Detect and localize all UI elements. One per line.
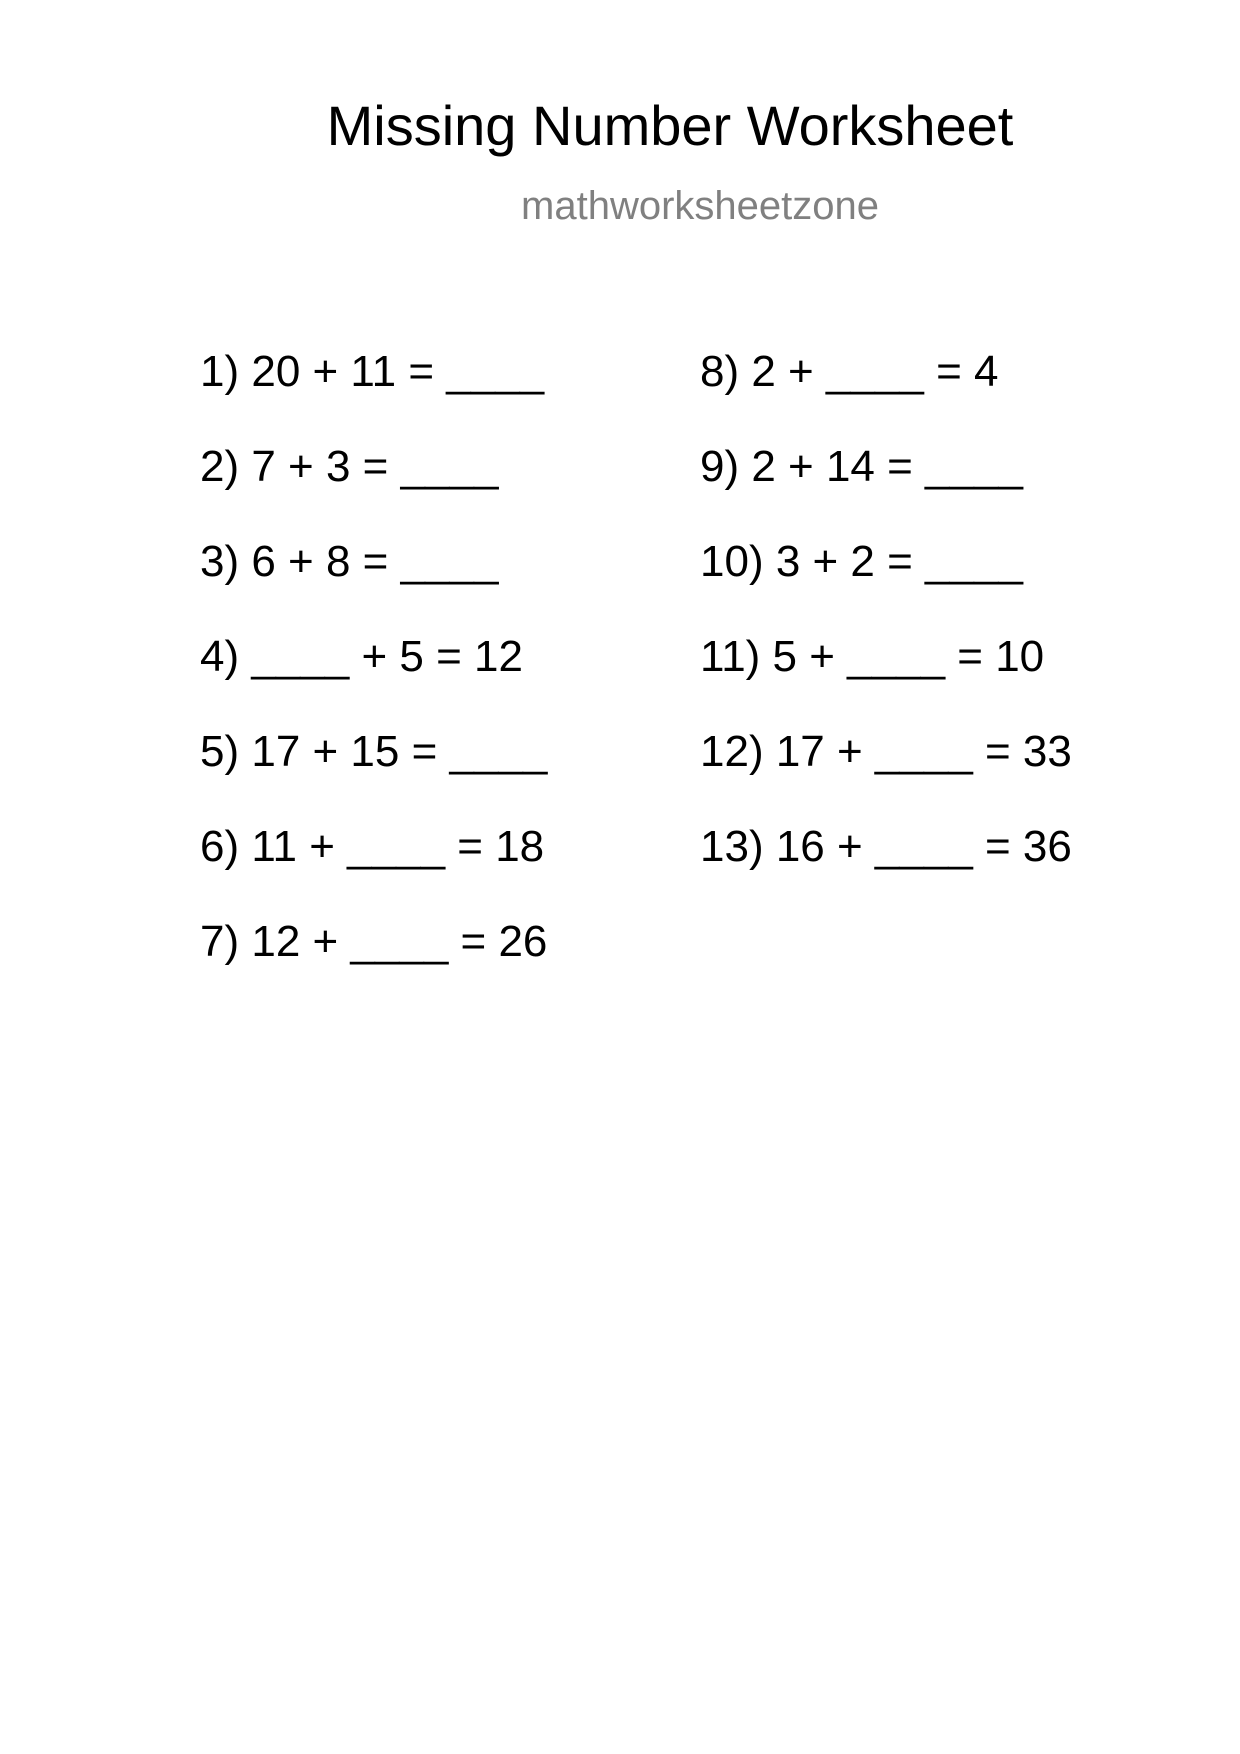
problems-column-left (200, 347, 548, 1015)
worksheet-title: Missing Number Worksheet (326, 94, 1014, 157)
problem-item: 13) 16 + ____ = 36 (700, 822, 1072, 871)
problem-item: 3) 6 + 8 = ____ (200, 537, 499, 586)
problem-item: 1) 20 + 11 = ____ (200, 347, 545, 396)
problem-item: 8) 2 + ____ = 4 (700, 347, 999, 396)
problem-item: 9) 2 + 14 = ____ (700, 442, 1023, 491)
worksheet-subtitle: mathworksheetzone (521, 184, 879, 228)
problem-item: 6) 11 + ____ = 18 (200, 822, 545, 871)
problem-item: 11) 5 + ____ = 10 (700, 632, 1045, 681)
problem-item: 4) ____ + 5 = 12 (200, 632, 523, 681)
problem-item: 5) 17 + 15 = ____ (200, 727, 548, 776)
problems-column-right (700, 347, 1072, 920)
problem-item: 10) 3 + 2 = ____ (700, 537, 1023, 586)
problem-item: 12) 17 + ____ = 33 (700, 727, 1072, 776)
problem-item: 2) 7 + 3 = ____ (200, 442, 499, 491)
problem-item: 7) 12 + ____ = 26 (200, 917, 548, 966)
